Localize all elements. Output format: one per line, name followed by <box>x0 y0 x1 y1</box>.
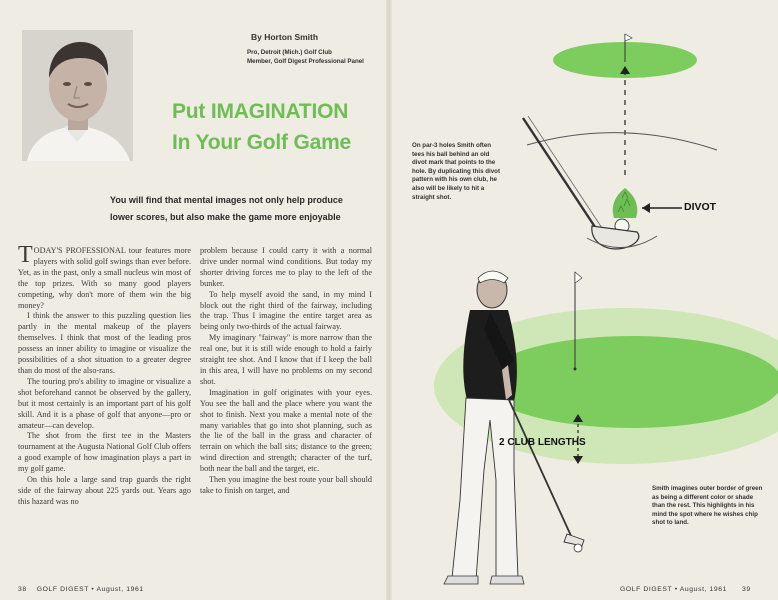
divot-label: DIVOT <box>684 201 717 213</box>
inner-green <box>482 336 778 428</box>
paragraph: problem because I could carry it with a normal drive under normal wind conditions. But today my shorter driving forces me to play to the left of the bunker. <box>200 246 372 288</box>
author-byline: By Horton Smith <box>251 32 319 42</box>
author-photo <box>22 30 133 161</box>
drop-cap: T <box>18 242 33 268</box>
paragraph: On this hole a large sand trap guards the right side of the fairway about 225 yards out. Years ago this hazard was no <box>18 475 191 506</box>
paragraph: Imagination in golf originates with your eyes. You see the ball and the place where you want the shot to finish. Next you make a mental note of the many variables that go into shot planning, such as the lie of the ball in the grass and character of terrain on which the ball sits; distance to the green; wind direction and strength; character of the turf, both near the ball and the target, etc. <box>200 387 372 474</box>
title-line-1: Put IMAGINATION <box>172 100 349 123</box>
folio-bullet: • <box>674 586 678 593</box>
body-column-2 <box>200 246 372 497</box>
caption-divot: On par-3 holes Smith often tees his ball behind an old divot mark that points to the hole. By duplicating this divot pattern with his own club, he also will be likely to hit a straight shot. <box>412 142 501 201</box>
golfer-figure <box>444 271 524 584</box>
magazine-name: GOLF DIGEST <box>620 586 673 593</box>
folio-left <box>18 586 144 593</box>
club-lengths-label: 2 CLUB LENGTHS <box>499 437 586 448</box>
body-column-1 <box>18 242 191 508</box>
subtitle-line-1: You will find that mental images not only help produce <box>110 195 343 205</box>
author-affiliation <box>247 48 397 66</box>
subtitle-line-2: lower scores, but also make the game more enjoyable <box>110 212 341 222</box>
paragraph: Then you imagine the best route your ball should take to finish on target, and <box>200 475 372 495</box>
page-number: 39 <box>742 586 751 593</box>
issue-date: August, 1961 <box>96 586 144 593</box>
folio-bullet: • <box>91 586 95 593</box>
caption-green: Smith imagines outer border of green as being a different color or shade than the rest. This highlights in his mind the spot where he wishes chip shot to land. <box>652 485 763 527</box>
issue-date: August, 1961 <box>679 586 728 593</box>
paragraph: The touring pro's ability to imagine or visualize a shot beforehand cannot be observed by the gallery, but it most certainly is an important part of his golf skill. And it is a phase of golf that anyone—pro or amateur—can develop. <box>18 376 191 430</box>
affiliation-line-1: Pro, Detroit (Mich.) Golf Club <box>247 49 332 56</box>
article-subtitle <box>110 192 390 226</box>
paragraph: TODAY'S PROFESSIONAL tour features more players with solid golf swings than ever before. Yet, as in the past, only a small nucleus win most of the top prizes. With so many good players competing, why don't more of them win the big money? <box>18 242 191 310</box>
affiliation-line-2: Member, Golf Digest Professional Panel <box>247 58 364 65</box>
paragraph: The shot from the first tee in the Masters tournament at the Augusta National Golf Club offers a good example of how imagination plays a part in my golf game. <box>18 431 191 474</box>
paragraph: My imaginary "fairway" is more narrow than the real one, but it is still wide enough to hold a fairly straight tee shot. And I know that if I keep the ball in this area, I will have no problems on my second shot. <box>200 333 372 386</box>
paragraph: To help myself avoid the sand, in my mind I block out the right third of the fairway, including the trap. Thus I imagine the entire target area as being only two-thirds of the actual fairway. <box>200 289 372 332</box>
page-number: 38 <box>18 586 27 593</box>
article-title <box>172 96 351 158</box>
paragraph: I think the answer to this puzzling question lies partly in the mental makeup of the players themselves. I think that most of the leading pros possess an inner ability to imagine or visualize the possibilities of a shot situation to a greater degree than do most of the also-rans. <box>18 311 191 375</box>
title-line-2: In Your Golf Game <box>172 131 352 154</box>
magazine-name: GOLF DIGEST <box>36 586 89 593</box>
folio-right <box>620 586 751 593</box>
